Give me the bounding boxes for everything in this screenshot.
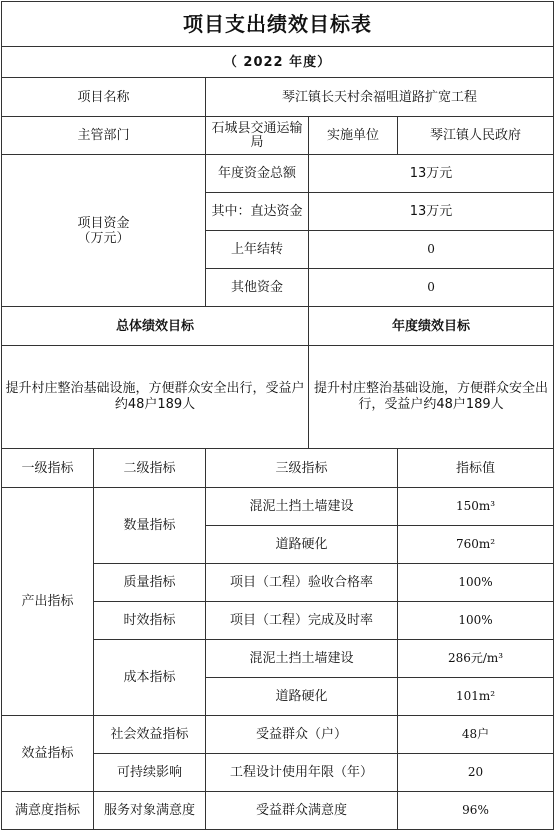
funds-row-value: 0 [309, 231, 554, 269]
indicator-value: 286元/m³ [398, 640, 554, 678]
indicator-value: 48户 [398, 716, 554, 754]
header-level1: 一级指标 [2, 449, 94, 488]
department-value: 石城县交通运输局 [206, 117, 309, 155]
funds-row-label: 上年结转 [206, 231, 309, 269]
annual-goal-header: 年度绩效目标 [309, 307, 554, 346]
header-level3: 三级指标 [206, 449, 398, 488]
implementing-unit-label: 实施单位 [309, 117, 398, 155]
level3-cell: 项目（工程）完成及时率 [206, 602, 398, 640]
project-name-value: 琴江镇长天村余福咀道路扩宽工程 [206, 78, 554, 117]
level1-output: 产出指标 [2, 488, 94, 716]
level2-social-benefit: 社会效益指标 [94, 716, 206, 754]
level1-satisfaction: 满意度指标 [2, 792, 94, 830]
header-value: 指标值 [398, 449, 554, 488]
level2-service-satisfaction: 服务对象满意度 [94, 792, 206, 830]
funds-row-label: 其他资金 [206, 269, 309, 307]
level2-cost: 成本指标 [94, 640, 206, 716]
funds-row-label: 其中：直达资金 [206, 193, 309, 231]
level2-quantity: 数量指标 [94, 488, 206, 564]
level3-cell: 受益群众（户） [206, 716, 398, 754]
annual-goal-text: 提升村庄整治基础设施，方便群众安全出行，受益户约48户189人 [309, 346, 554, 449]
funds-row-value: 0 [309, 269, 554, 307]
indicator-value: 760m² [398, 526, 554, 564]
project-name-label: 项目名称 [2, 78, 206, 117]
performance-target-table [1, 1, 554, 830]
indicator-value: 100% [398, 602, 554, 640]
level3-cell: 道路硬化 [206, 526, 398, 564]
funds-row-value: 13万元 [309, 155, 554, 193]
indicator-value: 100% [398, 564, 554, 602]
header-level2: 二级指标 [94, 449, 206, 488]
level3-cell: 混泥土挡土墙建设 [206, 488, 398, 526]
funds-row-label: 年度资金总额 [206, 155, 309, 193]
level3-cell: 混泥土挡土墙建设 [206, 640, 398, 678]
indicator-value: 101m² [398, 678, 554, 716]
level2-quality: 质量指标 [94, 564, 206, 602]
level2-timeliness: 时效指标 [94, 602, 206, 640]
level3-cell: 工程设计使用年限（年） [206, 754, 398, 792]
page-title: 项目支出绩效目标表 [2, 2, 554, 47]
level3-cell: 道路硬化 [206, 678, 398, 716]
implementing-unit-value: 琴江镇人民政府 [398, 117, 554, 155]
indicator-value: 20 [398, 754, 554, 792]
department-label: 主管部门 [2, 117, 206, 155]
overall-goal-text: 提升村庄整治基础设施，方便群众安全出行，受益户约48户189人 [2, 346, 309, 449]
indicator-value: 96% [398, 792, 554, 830]
funds-label: 项目资金 （万元） [2, 155, 206, 307]
year-label: （ 2022 年度） [2, 47, 554, 78]
indicator-value: 150m³ [398, 488, 554, 526]
overall-goal-header: 总体绩效目标 [2, 307, 309, 346]
level3-cell: 项目（工程）验收合格率 [206, 564, 398, 602]
level3-cell: 受益群众满意度 [206, 792, 398, 830]
level1-benefit: 效益指标 [2, 716, 94, 792]
funds-row-value: 13万元 [309, 193, 554, 231]
level2-sustainability: 可持续影响 [94, 754, 206, 792]
